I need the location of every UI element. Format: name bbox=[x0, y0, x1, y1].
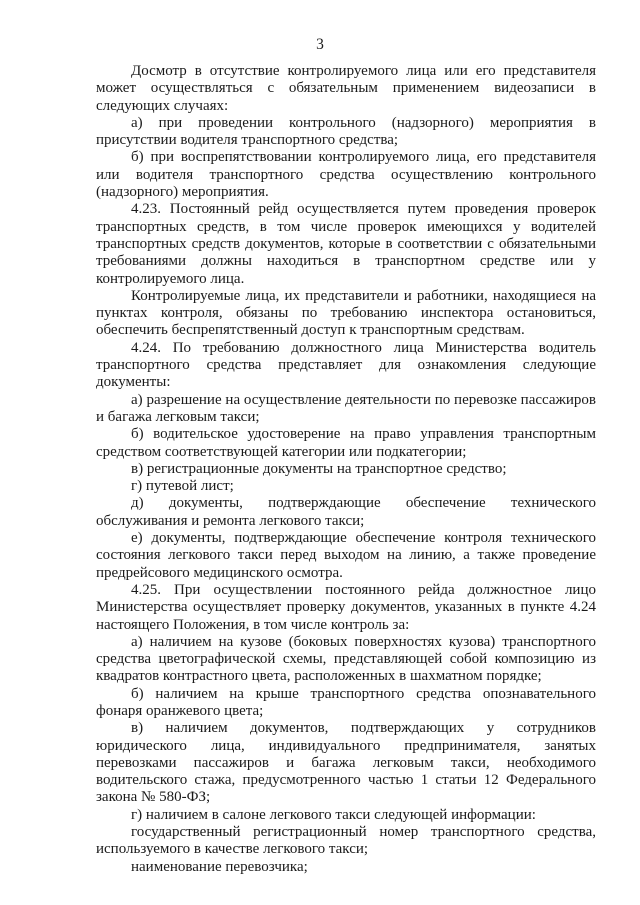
paragraph: Контролируемые лица, их представители и работники, находящиеся на пунктах контроля, обязаны по требованию инспектора остановиться, обеспечить беспрепятственный доступ к транспортным средствам. bbox=[96, 287, 596, 339]
page-number: 3 bbox=[316, 36, 324, 53]
paragraph: в) наличием документов, подтверждающих у сотрудников юридического лица, индивидуального предпринимателя, занятых перевозками пассажиров и багажа легковым такси, необходимого водительского стажа, предусмотренного частью 1 статьи 12 Федерального закона № 580-ФЗ; bbox=[96, 720, 596, 806]
paragraph: е) документы, подтверждающие обеспечение контроля технического состояния легкового такси перед выходом на линию, а также проведение предрейсового медицинского осмотра. bbox=[96, 530, 596, 581]
paragraph: Досмотр в отсутствие контролируемого лица или его представителя может осуществляться с обязательным применением видеозаписи в следующих случаях: bbox=[96, 63, 596, 114]
paragraph: 4.24. По требованию должностного лица Министерства водитель транспортного средства представляет для ознакомления следующие документы: bbox=[96, 339, 596, 391]
paragraph: г) путевой лист; bbox=[131, 478, 234, 495]
paragraph: наименование перевозчика; bbox=[131, 858, 308, 875]
paragraph: государственный регистрационный номер транспортного средства, используемого в качестве легкового такси; bbox=[96, 824, 596, 858]
paragraph: а) наличием на кузове (боковых поверхностях кузова) транспортного средства цветографической схемы, представляющей собой композицию из квадратов контрастного цвета, расположенных в шахматном порядке; bbox=[96, 633, 596, 685]
paragraph: б) наличием на крыше транспортного средства опознавательного фонаря оранжевого цвета; bbox=[96, 685, 596, 719]
paragraph: г) наличием в салоне легкового такси следующей информации: bbox=[131, 806, 536, 823]
paragraph: а) разрешение на осуществление деятельности по перевозке пассажиров и багажа легковым такси; bbox=[96, 391, 596, 425]
document-body bbox=[96, 63, 596, 876]
paragraph: д) документы, подтверждающие обеспечение технического обслуживания и ремонта легкового такси; bbox=[96, 495, 596, 529]
paragraph: б) водительское удостоверение на право управления транспортным средством соответствующей категории или подкатегории; bbox=[96, 426, 596, 460]
paragraph: 4.25. При осуществлении постоянного рейда должностное лицо Министерства осуществляет проверку документов, указанных в пункте 4.24 настоящего Положения, в том числе контроль за: bbox=[96, 581, 596, 633]
paragraph: 4.23. Постоянный рейд осуществляется путем проведения проверок транспортных средств, в том числе проверок имеющихся у водителей транспортных средств документов, которые в соответствии с обязательными требованиями должны находиться в транспортном средстве или у контролируемого лица. bbox=[96, 201, 596, 287]
paragraph: б) при воспрепятствовании контролируемого лица, его представителя или водителя транспортного средства осуществлению контрольного (надзорного) мероприятия. bbox=[96, 149, 596, 201]
paragraph: а) при проведении контрольного (надзорного) мероприятия в присутствии водителя транспортного средства; bbox=[96, 114, 596, 149]
paragraph: в) регистрационные документы на транспортное средство; bbox=[131, 460, 507, 477]
